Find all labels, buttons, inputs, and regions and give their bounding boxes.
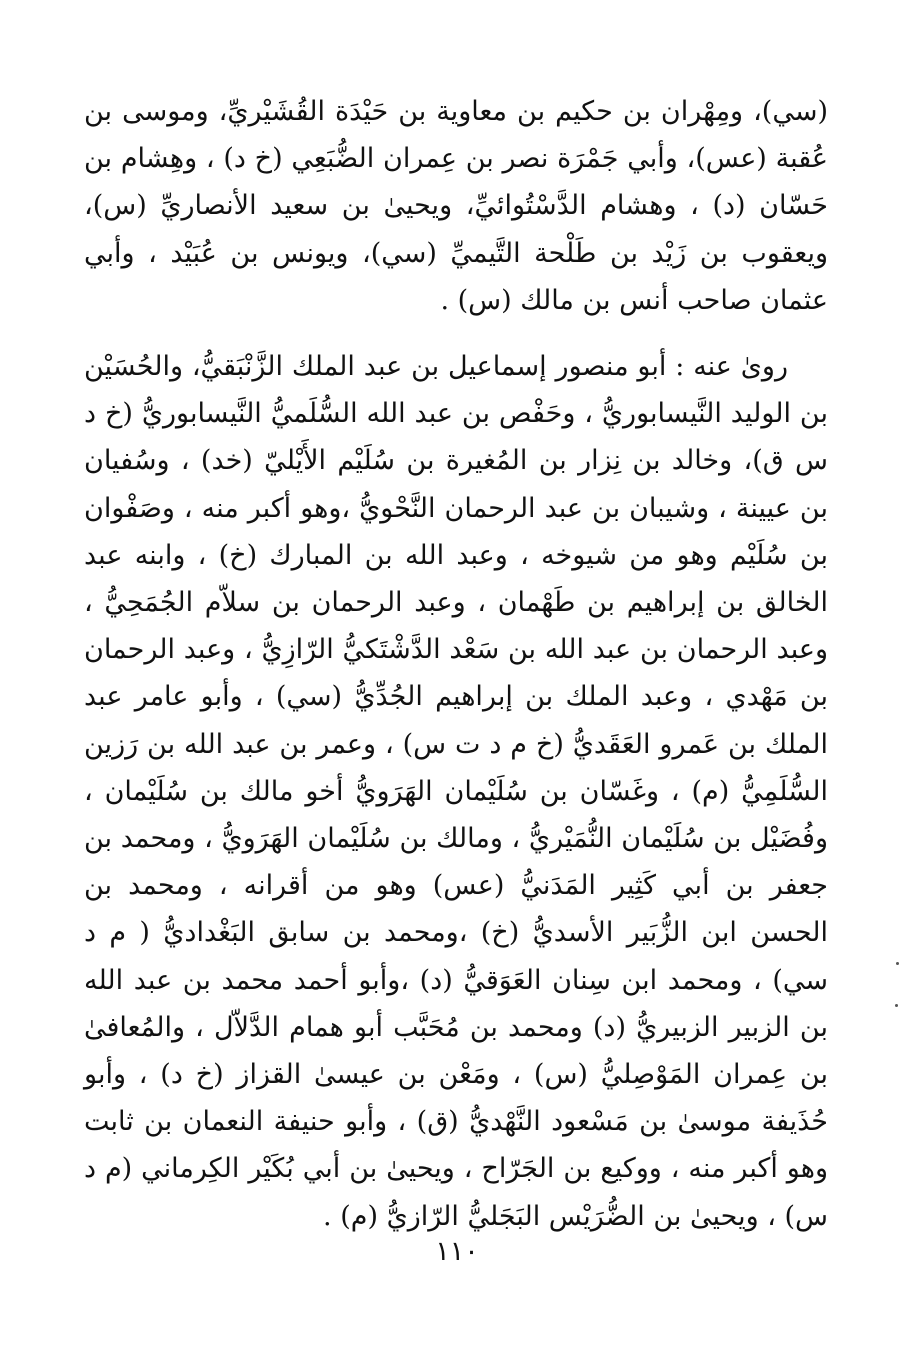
scan-speck (896, 962, 899, 965)
page-number: ١١٠ (435, 1236, 479, 1267)
page-body (84, 88, 828, 1240)
scan-speck (895, 1004, 898, 1007)
paragraph-narrators: روىٰ عنه : أبو منصور إسماعيل بن عبد الملك الزَّنْبَقيُّ، والحُسَيْن بن الوليد النَّيسابوريُّ ، وحَفْص بن عبد الله السُّلَميُّ النَّيسابوريُّ (خ د س ق)، وخالد بن نِزار بن المُغيرة بن سُلَيْم الأَيْليّ (خد) ، وسُفيان بن عيينة ، وشيبان بن عبد الرحمان النَّحْويُّ ،وهو أكبر منه ، وصَفْوان بن سُلَيْم وهو من شيوخه ، وعبد الله بن المبارك (خ) ، وابنه عبد الخالق بن إبراهيم بن طَهْمان ، وعبد الرحمان بن سلاّم الجُمَحِيُّ ، وعبد الرحمان بن عبد الله بن سَعْد الدَّشْتَكيُّ الرّازِيُّ ، وعبد الرحمان بن مَهْدي ، وعبد الملك بن إبراهيم الجُدِّيُّ (سي) ، وأبو عامر عبد الملك بن عَمرو العَقَديُّ (خ م د ت س) ، وعمر بن عبد الله بن رَزين السُّلَمِيُّ (م) ، وغَسّان بن سُلَيْمان الهَرَويُّ أخو مالك بن سُلَيْمان ، وفُضَيْل بن سُلَيْمان النُّمَيْريُّ ، ومالك بن سُلَيْمان الهَرَويُّ ، ومحمد بن جعفر بن أبي كَثِير المَدَنيُّ (عس) وهو من أقرانه ، ومحمد بن الحسن ابن الزُّبَير الأسديُّ (خ) ،ومحمد بن سابق البَغْداديُّ ( م د سي) ، ومحمد ابن سِنان العَوَقيُّ (د) ،وأبو أحمد محمد بن عبد الله بن الزبير الزبيريُّ (د) ومحمد بن مُحَبَّب أبو همام الدَّلاّل ، والمُعافىٰ بن عِمران المَوْصِليُّ (س) ، ومَعْن بن عيسىٰ القزاز (خ د) ، وأبو حُذَيفة موسىٰ بن مَسْعود النَّهْديُّ (ق) ، وأبو حنيفة النعمان بن ثابت وهو أكبر منه ، ووكيع بن الجَرّاح ، ويحيىٰ بن أبي بُكَيْر الكِرماني (م د س) ، ويحيىٰ بن الضُّرَيْس البَجَليُّ الرّازيُّ (م) . (84, 351, 828, 1232)
paragraph-teachers: (سي)، ومِهْران بن حكيم بن معاوية بن حَيْدَة القُشَيْريِّ، وموسى بن عُقبة (عس)، وأبي جَمْرَة نصر بن عِمران الضُّبَعِي (خ د) ، وهِشام بن حَسّان (د) ، وهشام الدَّسْتُوائيِّ، ويحيىٰ بن سعيد الأنصاريِّ (س)، ويعقوب بن زَيْد بن طَلْحة التَّيميِّ (سي)، ويونس بن عُبَيْد ، وأبي عثمان صاحب أنس بن مالك (س) . (84, 96, 828, 316)
